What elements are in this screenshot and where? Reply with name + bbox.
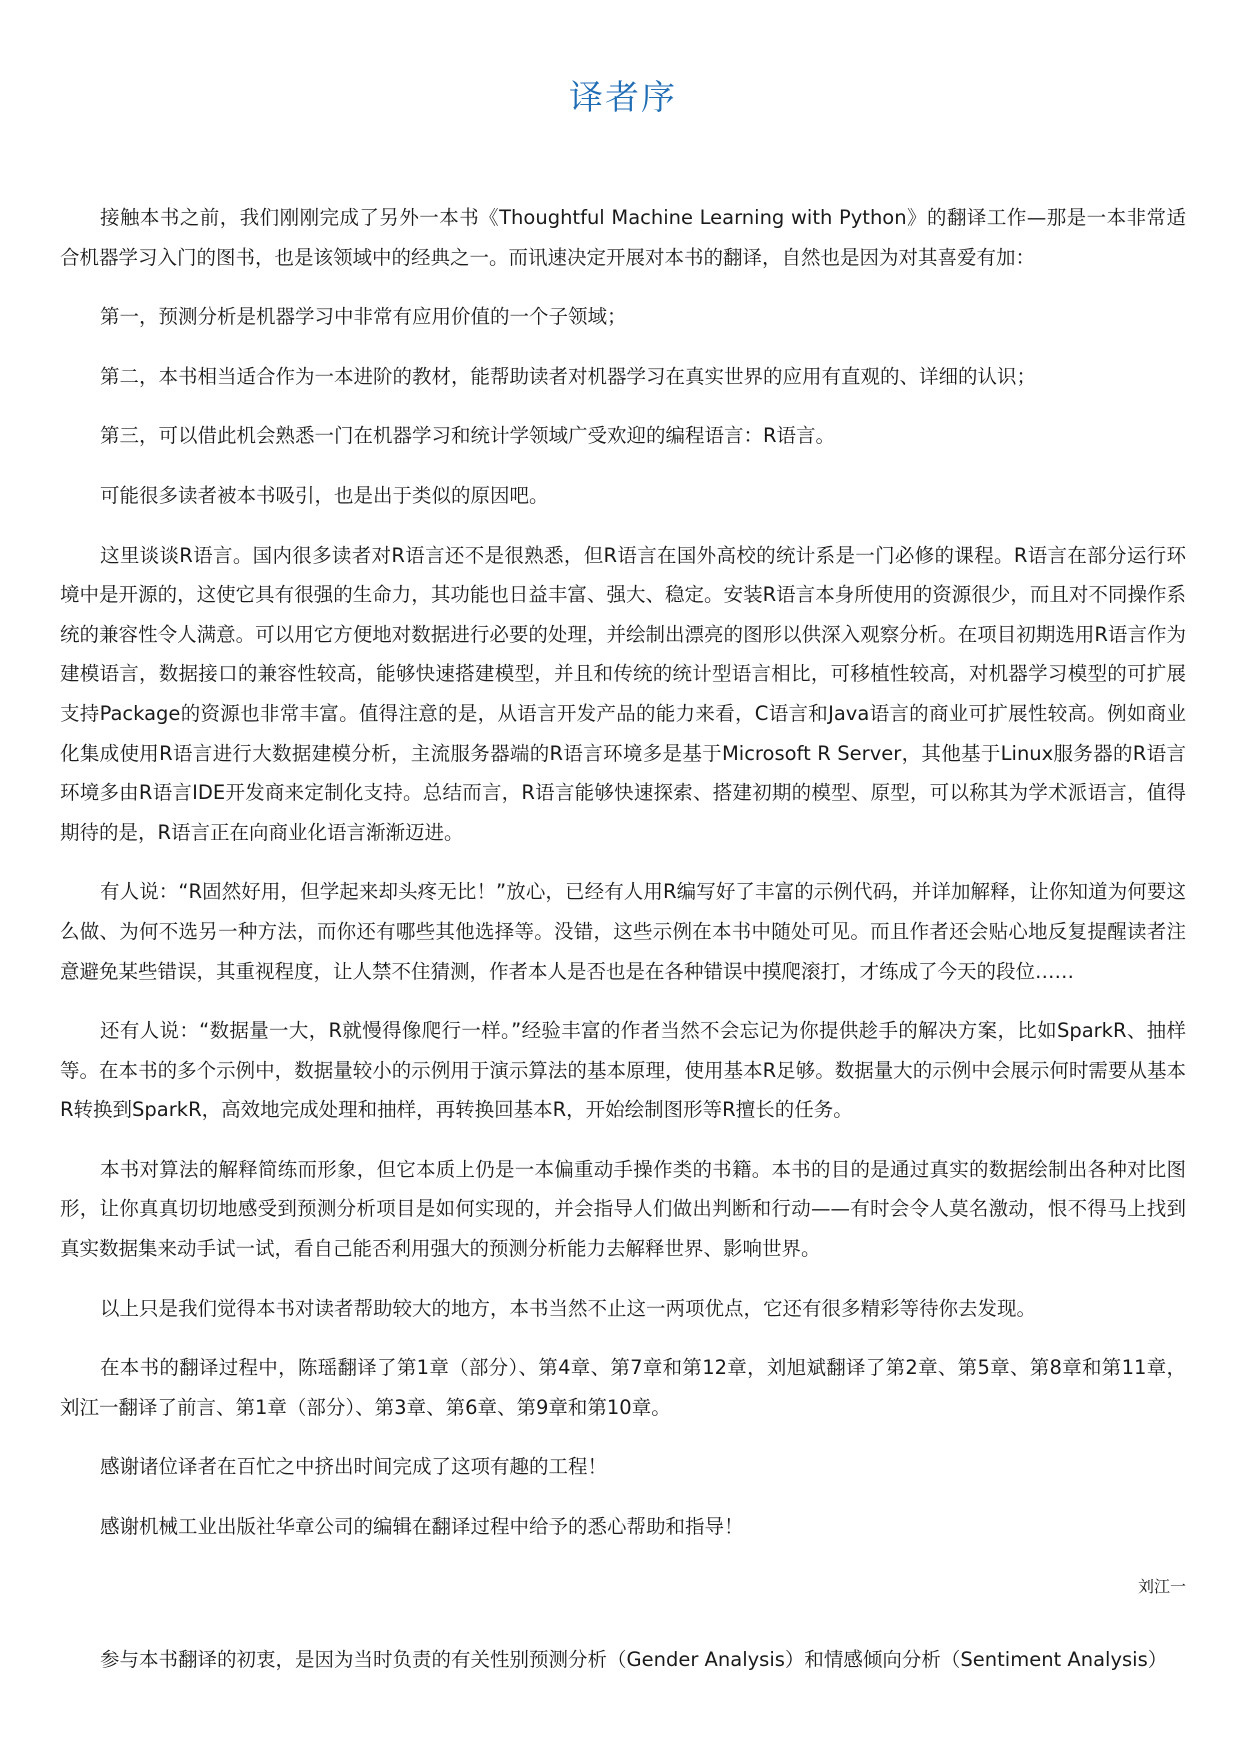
- paragraph: 感谢机械工业出版社华章公司的编辑在翻译过程中给予的悉心帮助和指导！: [100, 1515, 744, 1539]
- paragraph: 在本书的翻译过程中，陈瑶翻译了第1章（部分）、第4章、第7章和第12章，刘旭斌翻译了第2章、第5章、第8章和第11章，刘江一翻译了前言、第1章（部分）、第3章、第6章、第9章和第10章。: [60, 1356, 1186, 1419]
- page-title: 译者序: [569, 78, 677, 118]
- paragraph: 感谢诸位译者在百忙之中挤出时间完成了这项有趣的工程！: [100, 1455, 608, 1479]
- paragraph: 这里谈谈R语言。国内很多读者对R语言还不是很熟悉，但R语言在国外高校的统计系是一门必修的课程。R语言在部分运行环境中是开源的，这使它具有很强的生命力，其功能也日益丰富、强大、稳定。安装R语言本身所使用的资源很少，而且对不同操作系统的兼容性令人满意。可以用它方便地对数据进行必要的处理，并绘制出漂亮的图形以供深入观察分析。在项目初期选用R语言作为建模语言，数据接口的兼容性较高，能够快速搭建模型，并且和传统的统计型语言相比，可移植性较高，对机器学习模型的可扩展支持Package的资源也非常丰富。值得注意的是，从语言开发产品的能力来看，C语言和Java语言的商业可扩展性较高。例如商业化集成使用R语言进行大数据建模分析，主流服务器端的R语言环境多是基于Microsoft R Server，其他基于Linux服务器的R语言环境多由R语言IDE开发商来定制化支持。总结而言，R语言能够快速探索、搭建初期的模型、原型，可以称其为学术派语言，值得期待的是，R语言正在向商业化语言渐渐迈进。: [60, 543, 1186, 844]
- paragraph: 还有人说：“数据量一大，R就慢得像爬行一样。”经验丰富的作者当然不会忘记为你提供趁手的解决方案，比如SparkR、抽样等。在本书的多个示例中，数据量较小的示例用于演示算法的基本原理，使用基本R足够。数据量大的示例中会展示何时需要从基本R转换到SparkR，高效地完成处理和抽样，再转换回基本R，开始绘制图形等R擅长的任务。: [60, 1019, 1186, 1122]
- paragraph-last: 参与本书翻译的初衷，是因为当时负责的有关性别预测分析（Gender Analysis）和情感倾向分析（Sentiment Analysis）: [100, 1648, 1168, 1672]
- paragraph: 接触本书之前，我们刚刚完成了另外一本书《Thoughtful Machine Learning with Python》的翻译工作—那是一本非常适合机器学习入门的图书，也是该领域中的经典之一。而讯速决定开展对本书的翻译，自然也是因为对其喜爱有加：: [60, 206, 1186, 269]
- paragraph: 第一，预测分析是机器学习中非常有应用价值的一个子领域；: [100, 305, 627, 329]
- signature: 刘江一: [1137, 1576, 1186, 1596]
- paragraph: 第二，本书相当适合作为一本进阶的教材，能帮助读者对机器学习在真实世界的应用有直观的、详细的认识；: [100, 364, 1037, 388]
- paragraph: 有人说：“R固然好用，但学起来却头疼无比！”放心，已经有人用R编写好了丰富的示例代码，并详加解释，让你知道为何要这么做、为何不选另一种方法，而你还有哪些其他选择等。没错，这些示例在本书中随处可见。而且作者还会贴心地反复提醒读者注意避免某些错误，其重视程度，让人禁不住猜测，作者本人是否也是在各种错误中摸爬滚打，才练成了今天的段位……: [60, 880, 1186, 983]
- paragraph: 本书对算法的解释简练而形象，但它本质上仍是一本偏重动手操作类的书籍。本书的目的是通过真实的数据绘制出各种对比图形，让你真真切切地感受到预测分析项目是如何实现的，并会指导人们做出判断和行动——有时会令人莫名激动，恨不得马上找到真实数据集来动手试一试，看自己能否利用强大的预测分析能力去解释世界、影响世界。: [60, 1157, 1186, 1261]
- document-page: [60, 0, 1186, 1672]
- document-body: [60, 198, 1186, 1700]
- paragraph: 第三，可以借此机会熟悉一门在机器学习和统计学领域广受欢迎的编程语言：R语言。: [100, 424, 836, 448]
- paragraph: 可能很多读者被本书吸引，也是出于类似的原因吧。: [100, 483, 549, 507]
- paragraph: 以上只是我们觉得本书对读者帮助较大的地方，本书当然不止这一两项优点，它还有很多精彩等待你去发现。: [100, 1296, 1037, 1320]
